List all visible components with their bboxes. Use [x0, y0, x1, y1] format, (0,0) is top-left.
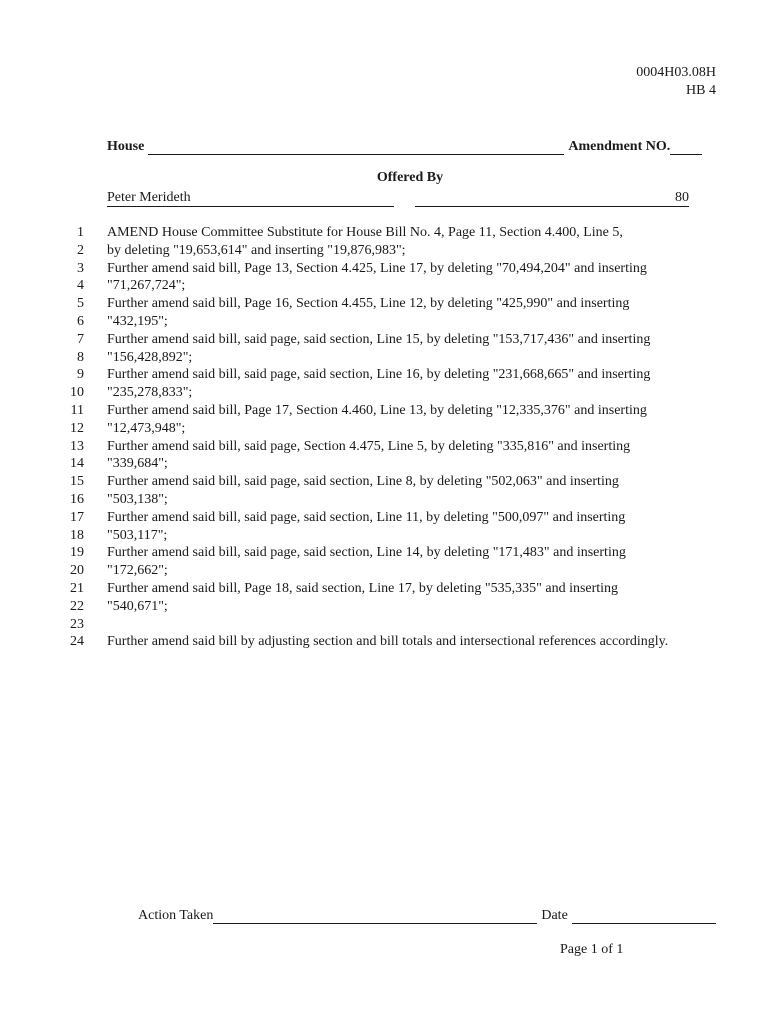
line-number: 3 — [77, 260, 84, 276]
amendment-label: Amendment NO. — [568, 139, 671, 154]
line-text: Further amend said bill, said page, said section, Line 11, by deleting "500,097" and inserting — [107, 509, 626, 525]
line-text: "432,195"; — [107, 314, 168, 329]
line-number: 8 — [77, 349, 84, 365]
action-taken-row — [138, 906, 716, 924]
action-taken-blank — [213, 908, 537, 924]
sponsor-name: Peter Merideth — [107, 189, 394, 207]
line-text: Further amend said bill, said page, said section, Line 14, by deleting "171,483" and inserting — [107, 545, 626, 561]
line-number: 5 — [77, 296, 84, 312]
date-blank — [572, 908, 716, 924]
line-text: "12,473,948"; — [107, 420, 186, 436]
line-number: 6 — [77, 314, 84, 329]
line-text: "503,138"; — [107, 492, 168, 507]
line-number: 11 — [70, 403, 84, 418]
house-amendment-row — [107, 135, 711, 155]
line-text: "71,267,724"; — [107, 278, 186, 294]
line-number: 13 — [70, 438, 84, 454]
line-number: 16 — [70, 492, 84, 507]
sponsor-row — [107, 189, 689, 207]
line-text: Further amend said bill by adjusting section and bill totals and intersectional references accordingly. — [107, 634, 669, 650]
line-text: "540,671"; — [107, 598, 168, 614]
line-number: 21 — [70, 581, 84, 596]
line-number: 4 — [77, 278, 84, 294]
line-text: Further amend said bill, Page 18, said section, Line 17, by deleting "535,335" and inserting — [107, 581, 619, 596]
line-text: Further amend said bill, said page, Section 4.475, Line 5, by deleting "335,816" and inserting — [107, 438, 631, 454]
bill-number: HB 4 — [686, 83, 716, 98]
line-text: "172,662"; — [107, 563, 168, 579]
line-text: Further amend said bill, Page 16, Section 4.455, Line 12, by deleting "425,990" and inserting — [107, 296, 630, 312]
line-text: "339,684"; — [107, 456, 168, 472]
page-number: Page 1 of 1 — [560, 942, 624, 957]
line-number: 23 — [70, 616, 84, 632]
house-blank-line — [148, 140, 564, 155]
line-text: Further amend said bill, said page, said section, Line 16, by deleting "231,668,665" and inserting — [107, 367, 651, 383]
line-number: 2 — [77, 242, 84, 258]
line-number: 20 — [70, 563, 84, 579]
line-number: 17 — [70, 509, 84, 525]
line-number: 7 — [77, 331, 84, 347]
line-number: 10 — [70, 385, 84, 401]
line-number: 18 — [70, 527, 84, 543]
action-taken-label: Action Taken — [138, 908, 214, 923]
line-number: 1 — [77, 225, 84, 240]
line-text: Further amend said bill, said page, said section, Line 8, by deleting "502,063" and inserting — [107, 474, 619, 490]
line-text: Further amend said bill, Page 17, Section 4.460, Line 13, by deleting "12,335,376" and inserting — [107, 403, 647, 418]
line-number: 12 — [70, 420, 84, 436]
line-text: by deleting "19,653,614" and inserting "19,876,983"; — [107, 242, 406, 258]
line-text: Further amend said bill, Page 13, Section 4.425, Line 17, by deleting "70,494,204" and inserting — [107, 260, 647, 276]
line-text: "235,278,833"; — [107, 385, 193, 401]
line-text: Further amend said bill, said page, said section, Line 15, by deleting "153,717,436" and inserting — [107, 331, 651, 347]
date-label: Date — [541, 908, 568, 923]
document-code: 0004H03.08H — [636, 65, 716, 80]
line-number: 14 — [70, 456, 84, 472]
amendment-number-blank — [670, 140, 702, 155]
line-text: "503,117"; — [107, 527, 168, 543]
line-text: AMEND House Committee Substitute for House Bill No. 4, Page 11, Section 4.400, Line 5, — [107, 225, 623, 240]
sponsor-number: 80 — [415, 189, 689, 207]
line-number: 24 — [70, 634, 84, 650]
line-number: 19 — [70, 545, 84, 561]
line-number: 15 — [70, 474, 84, 490]
line-number: 22 — [70, 598, 84, 614]
line-number: 9 — [77, 367, 84, 383]
line-text: "156,428,892"; — [107, 349, 193, 365]
house-label: House — [107, 139, 145, 154]
offered-by-label: Offered By — [376, 170, 444, 185]
